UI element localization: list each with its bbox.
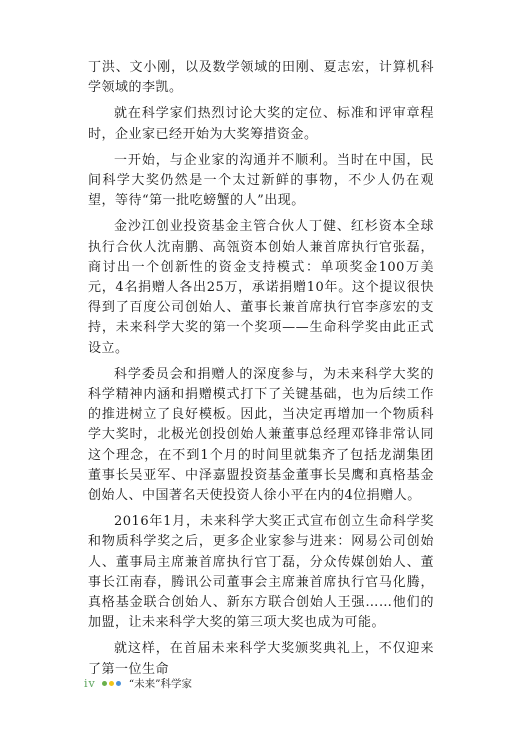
paragraph-7: 就这样，在首届未来科学大奖颁奖典礼上，不仅迎来了第一位生命	[88, 641, 434, 677]
body-text	[88, 58, 434, 686]
paragraph-1: 丁洪、文小刚，以及数学领域的田刚、夏志宏，计算机科学领域的李凯。	[88, 60, 434, 96]
page-number: iv	[84, 677, 96, 690]
running-title: “未来”科学家	[128, 678, 192, 690]
page-footer	[84, 676, 192, 691]
dot-green	[102, 681, 107, 686]
paragraph-6: 2016年1月，未来科学大奖正式宣布创立生命科学奖和物质科学奖之后，更多企业家参与进来：网易公司创始人、董事局主席兼首席执行官丁磊，分众传媒创始人、董事长江南春，腾讯公司董事会主席兼首席执行官马化腾，真格基金联合创始人、新东方联合创始人王强……他们的加盟，让未来科学大奖的第三项大奖也成为可能。	[88, 514, 434, 631]
dot-yellow	[109, 681, 114, 686]
decorative-dots-icon	[102, 681, 121, 686]
paragraph-2: 就在科学家们热烈讨论大奖的定位、标准和评审章程时，企业家已经开始为大奖筹措资金。	[88, 106, 434, 142]
paragraph-3: 一开始，与企业家的沟通并不顺利。当时在中国，民间科学大奖仍然是一个太过新鲜的事物，不少人仍在观望，等待“第一批吃螃蟹的人”出现。	[88, 152, 434, 209]
paragraph-4: 金沙江创业投资基金主管合伙人丁健、红杉资本全球执行合伙人沈南鹏、高瓴资本创始人兼首席执行官张磊，商讨出一个创新性的资金支持模式：单项奖金100万美元，4名捐赠人各出25万，承诺捐赠10年。这个提议很快得到了百度公司创始人、董事长兼首席执行官李彦宏的支持，未来科学大奖的第一个奖项——生命科学奖由此正式设立。	[88, 219, 434, 356]
paragraph-5: 科学委员会和捐赠人的深度参与，为未来科学大奖的科学精神内涵和捐赠模式打下了关键基础，也为后续工作的推进树立了良好模板。因此，当决定再增加一个物质科学大奖时，北极光创投创始人兼董事总经理邓锋非常认同这个理念，在不到1个月的时间里就集齐了包括龙湖集团董事长吴亚军、中泽嘉盟投资基金董事长吴鹰和真格基金创始人、中国著名天使投资人徐小平在内的4位捐赠人。	[88, 366, 434, 504]
dot-blue	[116, 681, 121, 686]
